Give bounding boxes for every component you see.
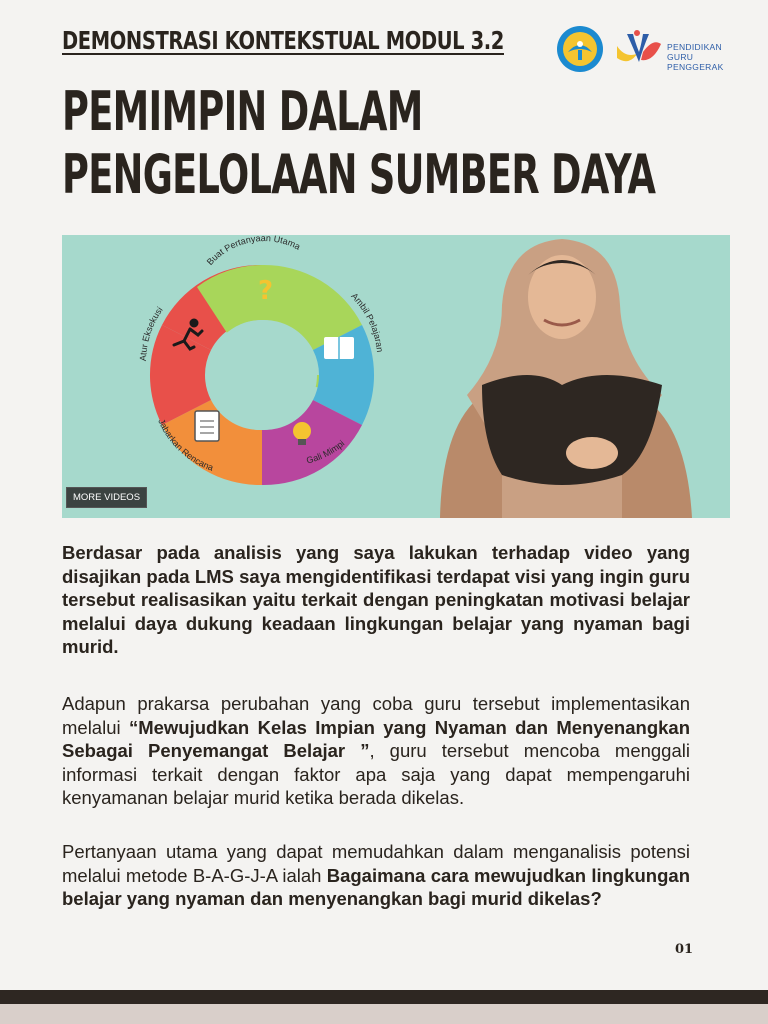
lightbulb-icon xyxy=(293,422,311,440)
p2-rest: , guru tersebut mencoba menggali informasi terkait dengan faktor apa saja yang dapat mempengaruhi kenyamanan belajar murid ketika berada dikelas. xyxy=(62,740,690,808)
tut-wuri-handayani-logo-icon xyxy=(555,24,605,74)
svg-text:Buat Pertanyaan Utama xyxy=(205,235,302,267)
bagja-cycle-diagram xyxy=(138,235,385,485)
page-number: 01 xyxy=(675,942,694,957)
p2-bold: “Mewujudkan Kelas Impian yang Nyaman dan Menyenangkan Sebagai Penyemangat Belajar ” xyxy=(62,716,691,761)
footer-strip xyxy=(0,1004,768,1024)
pgp-text xyxy=(667,42,724,72)
more-videos-button[interactable]: MORE VIDEOS xyxy=(66,487,147,508)
p3-intro: Pertanyaan utama yang dapat memudahkan dalam menganalisis potensi melalui metode B-A-G-J-A ialah xyxy=(62,841,690,886)
cycle-label-top: Buat Pertanyaan Utama xyxy=(204,235,303,268)
cycle-label-bottom-left: Jabarkan Rencana xyxy=(156,417,215,473)
logos xyxy=(555,22,735,82)
video-player[interactable] xyxy=(62,235,730,518)
question-icon: ? xyxy=(258,276,274,306)
clipboard-icon xyxy=(195,411,219,441)
paragraph-question xyxy=(62,840,690,911)
p3-bold: Bagaimana cara mewujudkan lingkungan belajar yang nyaman dan menyenangkan bagi murid dikelas? xyxy=(62,864,690,909)
presenter-figure xyxy=(440,239,692,518)
video-frame xyxy=(62,235,730,518)
p2-intro: Adapun prakarsa perubahan yang coba guru tersebut implementasikan melalui xyxy=(62,693,690,738)
paragraph-vision: Berdasar pada analisis yang saya lakukan terhadap video yang disajikan pada LMS saya mengidentifikasi terdapat visi yang ingin guru tersebut realisasikan yaitu terkait dengan peningkatan motivasi belajar melalui daya dukung keadaan lingkungan belajar yang nyaman bagi murid. xyxy=(62,542,690,657)
pgp-text-line2: GURU xyxy=(667,52,694,62)
paragraph-initiative xyxy=(62,692,690,810)
page-title-line2: PENGELOLAAN SUMBER DAYA xyxy=(62,143,656,206)
cycle-label-left: Atur Eksekusi xyxy=(137,304,165,362)
pgp-text-line1: PENDIDIKAN xyxy=(667,42,722,52)
subtitle: DEMONSTRASI KONTEKSTUAL MODUL 3.2 xyxy=(62,26,504,55)
cycle-label-right: Ambil Pelajaran xyxy=(349,290,386,353)
guru-penggerak-logo-icon xyxy=(613,28,663,72)
page-title xyxy=(62,80,655,206)
footer-bar xyxy=(0,990,768,1004)
page-title-line1: PEMIMPIN DALAM xyxy=(62,80,423,143)
cycle-label-bottom-right: Gali Mimpi xyxy=(305,438,347,466)
pgp-text-line3: PENGGERAK xyxy=(667,62,724,72)
